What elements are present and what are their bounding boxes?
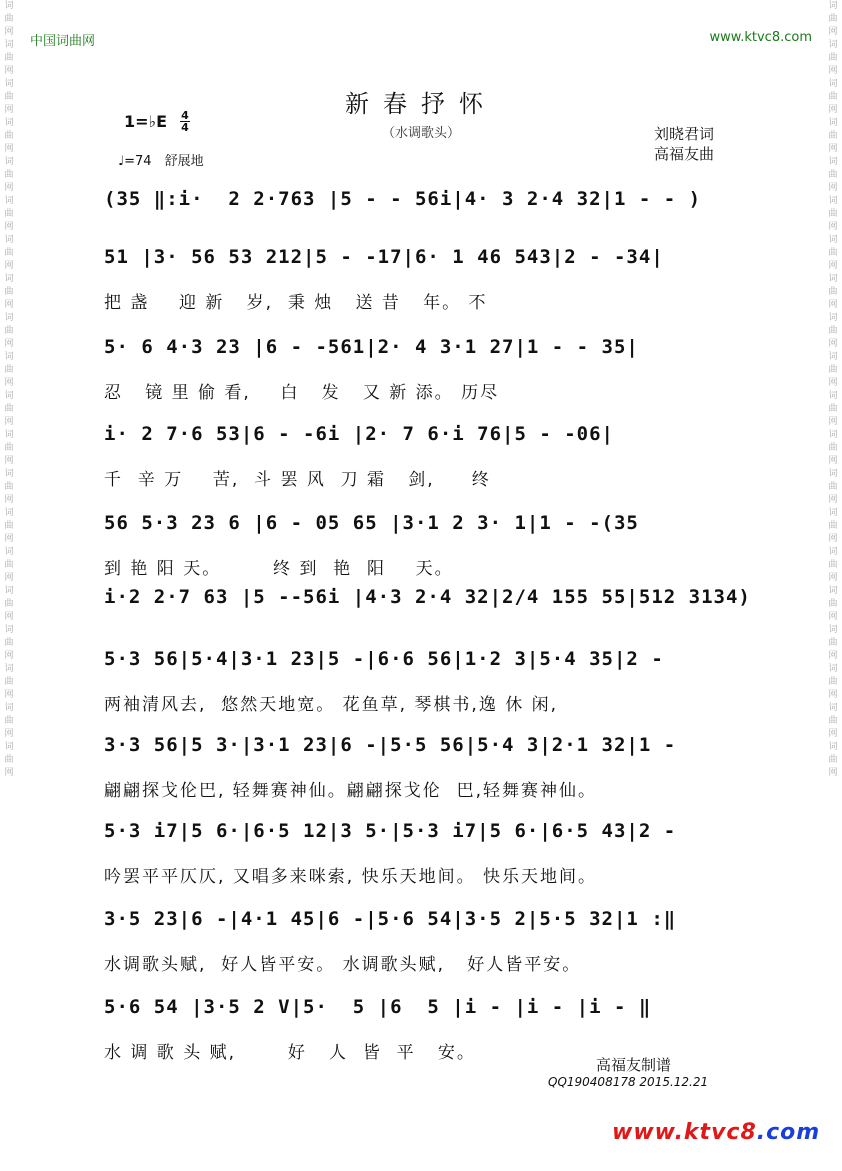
- time-signature-top: 4: [181, 109, 189, 122]
- edge-watermark-char: 词: [828, 1, 838, 11]
- edge-watermark-char: 曲: [4, 326, 14, 336]
- edge-watermark-char: 网: [828, 495, 838, 505]
- edge-watermark-char: 曲: [4, 14, 14, 24]
- edge-watermark-char: 词: [828, 118, 838, 128]
- edge-watermark-char: 曲: [828, 170, 838, 180]
- edge-watermark-char: 词: [4, 625, 14, 635]
- edge-watermark-char: 词: [828, 313, 838, 323]
- edge-watermark-char: 曲: [4, 755, 14, 765]
- edge-watermark-char: 词: [828, 469, 838, 479]
- watermark-logo: [612, 1120, 820, 1145]
- edge-watermark-char: 词: [828, 508, 838, 518]
- edge-watermark-char: 曲: [828, 716, 838, 726]
- edge-watermark-char: 曲: [828, 599, 838, 609]
- edge-watermark-char: 曲: [4, 53, 14, 63]
- edge-watermark-char: 词: [4, 586, 14, 596]
- watermark-blue: .com: [756, 1120, 821, 1145]
- song-subtitle: （水调歌头）: [381, 126, 460, 141]
- notation-row: 3·5 23|6 -|4·1 45|6 -|5·6 54|3·5 2|5·5 32|1 :‖: [104, 908, 677, 930]
- edge-watermark-char: 曲: [4, 599, 14, 609]
- notation-row: 5· 6 4·3 23 |6 - -561|2· 4 3·1 27|1 - - 35|: [104, 336, 639, 358]
- edge-watermark-char: 曲: [4, 638, 14, 648]
- edge-watermark-char: 曲: [828, 755, 838, 765]
- site-name-left[interactable]: 中国词曲网: [30, 34, 96, 49]
- edge-watermark-char: 网: [828, 339, 838, 349]
- key-signature: 1=♭E: [124, 112, 168, 131]
- edge-watermark-char: 网: [828, 222, 838, 232]
- edge-watermark-char: 词: [4, 391, 14, 401]
- edge-watermark-char: 词: [4, 547, 14, 557]
- edge-watermark-char: 词: [4, 703, 14, 713]
- edge-watermark-char: 曲: [828, 287, 838, 297]
- edge-watermark-char: 曲: [828, 404, 838, 414]
- lyrics-row: 吟罢平平仄仄, 又唱多来咪索, 快乐天地间。 快乐天地间。: [104, 867, 598, 887]
- edge-watermark-char: 网: [4, 339, 14, 349]
- edge-watermark-char: 词: [828, 586, 838, 596]
- edge-watermark-char: 网: [4, 495, 14, 505]
- edge-watermark-char: 网: [828, 300, 838, 310]
- contact-date: QQ190408178 2015.12.21: [548, 1075, 709, 1089]
- edge-watermark-char: 曲: [4, 443, 14, 453]
- lyrics-row: 忍 镜 里 偷 看, 白 发 又 新 添。 历尽: [104, 383, 500, 403]
- song-title: 新春抒怀: [345, 90, 497, 118]
- edge-watermark-char: 曲: [828, 521, 838, 531]
- edge-watermark-char: 曲: [828, 53, 838, 63]
- edge-watermark-char: 网: [4, 456, 14, 466]
- edge-watermark-char: 词: [4, 274, 14, 284]
- edge-watermark-char: 曲: [828, 560, 838, 570]
- edge-watermark-char: 词: [828, 79, 838, 89]
- edge-watermark-char: 网: [4, 612, 14, 622]
- time-signature: [180, 110, 190, 133]
- edge-watermark-char: 曲: [828, 482, 838, 492]
- edge-watermark-char: 网: [828, 534, 838, 544]
- left-edge-watermark: [0, 0, 18, 1171]
- edge-watermark-char: 曲: [4, 170, 14, 180]
- credits: [654, 124, 714, 164]
- tempo-marking: ♩=74 舒展地: [118, 154, 204, 169]
- lyrics-row: 水调歌头赋, 好人皆平安。 水调歌头赋, 好人皆平安。: [104, 955, 582, 975]
- edge-watermark-char: 曲: [4, 131, 14, 141]
- composer: 高福友曲: [654, 145, 715, 163]
- edge-watermark-char: 网: [4, 729, 14, 739]
- edge-watermark-char: 网: [828, 144, 838, 154]
- edge-watermark-char: 曲: [4, 365, 14, 375]
- edge-watermark-char: 曲: [828, 209, 838, 219]
- edge-watermark-char: 网: [4, 534, 14, 544]
- lyrics-row: 翩翩探戈伦巴, 轻舞赛神仙。翩翩探戈伦 巴,轻舞赛神仙。: [104, 781, 598, 801]
- edge-watermark-char: 词: [828, 703, 838, 713]
- edge-watermark-char: 网: [4, 144, 14, 154]
- notation-row: i·2 2·7 63 |5 --56i |4·3 2·4 32|2/4 155 55|512 3134): [104, 586, 751, 608]
- edge-watermark-char: 网: [4, 105, 14, 115]
- edge-watermark-char: 词: [4, 40, 14, 50]
- edge-watermark-char: 词: [828, 40, 838, 50]
- edge-watermark-char: 词: [828, 274, 838, 284]
- edge-watermark-char: 网: [4, 66, 14, 76]
- edge-watermark-char: 词: [4, 430, 14, 440]
- edge-watermark-char: 词: [4, 664, 14, 674]
- edge-watermark-char: 网: [828, 378, 838, 388]
- edge-watermark-char: 网: [828, 456, 838, 466]
- edge-watermark-char: 网: [4, 417, 14, 427]
- edge-watermark-char: 词: [4, 118, 14, 128]
- lyrics-row: 到 艳 阳 天。 终 到 艳 阳 天。: [104, 559, 454, 579]
- time-signature-bottom: 4: [181, 121, 189, 134]
- edge-watermark-char: 网: [4, 573, 14, 583]
- edge-watermark-char: 词: [4, 79, 14, 89]
- notation-row: i· 2 7·6 53|6 - -6i |2· 7 6·i 76|5 - -06|: [104, 423, 614, 445]
- arranger-credit: 高福友制谱: [596, 1056, 672, 1074]
- edge-watermark-char: 网: [828, 651, 838, 661]
- edge-watermark-char: 网: [4, 690, 14, 700]
- lyrics-row: 千 辛 万 苦, 斗 罢 风 刀 霜 剑, 终: [104, 470, 491, 490]
- edge-watermark-char: 曲: [4, 248, 14, 258]
- notation-row: 5·3 56|5·4|3·1 23|5 -|6·6 56|1·2 3|5·4 35|2 -: [104, 648, 664, 670]
- edge-watermark-char: 曲: [4, 482, 14, 492]
- edge-watermark-char: 网: [4, 27, 14, 37]
- notation-row: 56 5·3 23 6 |6 - 05 65 |3·1 2 3· 1|1 - -(35: [104, 512, 639, 534]
- edge-watermark-char: 网: [4, 651, 14, 661]
- edge-watermark-char: 词: [4, 1, 14, 11]
- edge-watermark-char: 曲: [828, 92, 838, 102]
- edge-watermark-char: 词: [828, 235, 838, 245]
- edge-watermark-char: 网: [828, 768, 838, 778]
- edge-watermark-char: 曲: [828, 443, 838, 453]
- notation-row: 3·3 56|5 3·|3·1 23|6 -|5·5 56|5·4 3|2·1 32|1 -: [104, 734, 677, 756]
- right-edge-watermark: [824, 0, 842, 1171]
- edge-watermark-char: 词: [828, 430, 838, 440]
- edge-watermark-char: 词: [4, 469, 14, 479]
- edge-watermark-char: 词: [828, 196, 838, 206]
- edge-watermark-char: 曲: [828, 677, 838, 687]
- edge-watermark-char: 网: [828, 612, 838, 622]
- notation-row: 51 |3· 56 53 212|5 - -17|6· 1 46 543|2 - -34|: [104, 246, 664, 268]
- edge-watermark-char: 网: [828, 27, 838, 37]
- edge-watermark-char: 曲: [828, 638, 838, 648]
- edge-watermark-char: 词: [828, 664, 838, 674]
- lyrics-row: 水 调 歌 头 赋, 好 人 皆 平 安。: [104, 1043, 476, 1063]
- edge-watermark-char: 曲: [828, 326, 838, 336]
- edge-watermark-char: 词: [828, 547, 838, 557]
- edge-watermark-char: 词: [4, 742, 14, 752]
- watermark-red: www.ktvc8: [612, 1120, 757, 1145]
- edge-watermark-char: 曲: [4, 677, 14, 687]
- edge-watermark-char: 网: [4, 183, 14, 193]
- edge-watermark-char: 网: [4, 222, 14, 232]
- edge-watermark-char: 词: [4, 235, 14, 245]
- edge-watermark-char: 网: [828, 105, 838, 115]
- edge-watermark-char: 曲: [828, 14, 838, 24]
- edge-watermark-char: 词: [4, 157, 14, 167]
- edge-watermark-char: 网: [828, 66, 838, 76]
- edge-watermark-char: 网: [4, 768, 14, 778]
- notation-row: (35 ‖:i· 2 2·763 |5 - - 56i|4· 3 2·4 32|1 - - ): [104, 188, 702, 210]
- edge-watermark-char: 词: [828, 352, 838, 362]
- edge-watermark-char: 词: [828, 742, 838, 752]
- edge-watermark-char: 词: [828, 157, 838, 167]
- edge-watermark-char: 曲: [4, 92, 14, 102]
- edge-watermark-char: 曲: [4, 560, 14, 570]
- site-url-right[interactable]: www.ktvc8.com: [709, 30, 812, 45]
- edge-watermark-char: 网: [828, 183, 838, 193]
- edge-watermark-char: 词: [4, 352, 14, 362]
- edge-watermark-char: 曲: [828, 365, 838, 375]
- edge-watermark-char: 词: [4, 196, 14, 206]
- edge-watermark-char: 网: [4, 261, 14, 271]
- notation-row: 5·6 54 |3·5 2 V|5· 5 |6 5 |i - |i - |i - ‖: [104, 996, 652, 1018]
- edge-watermark-char: 网: [828, 261, 838, 271]
- edge-watermark-char: 曲: [4, 404, 14, 414]
- edge-watermark-char: 曲: [828, 248, 838, 258]
- edge-watermark-char: 曲: [828, 131, 838, 141]
- notation-row: 5·3 i7|5 6·|6·5 12|3 5·|5·3 i7|5 6·|6·5 43|2 -: [104, 820, 677, 842]
- edge-watermark-char: 词: [828, 625, 838, 635]
- edge-watermark-char: 词: [828, 391, 838, 401]
- edge-watermark-char: 曲: [4, 209, 14, 219]
- lyricist: 刘晓君词: [654, 125, 715, 143]
- edge-watermark-char: 词: [4, 508, 14, 518]
- edge-watermark-char: 曲: [4, 287, 14, 297]
- edge-watermark-char: 网: [4, 300, 14, 310]
- edge-watermark-char: 网: [828, 573, 838, 583]
- edge-watermark-char: 曲: [4, 716, 14, 726]
- edge-watermark-char: 网: [828, 690, 838, 700]
- lyrics-row: 把 盏 迎 新 岁, 秉 烛 送 昔 年。 不: [104, 293, 488, 313]
- edge-watermark-char: 曲: [4, 521, 14, 531]
- edge-watermark-char: 网: [4, 378, 14, 388]
- lyrics-row: 两袖清风去, 悠然天地宽。 花鱼草, 琴棋书,逸 休 闲,: [104, 695, 559, 715]
- edge-watermark-char: 网: [828, 729, 838, 739]
- edge-watermark-char: 网: [828, 417, 838, 427]
- edge-watermark-char: 词: [4, 313, 14, 323]
